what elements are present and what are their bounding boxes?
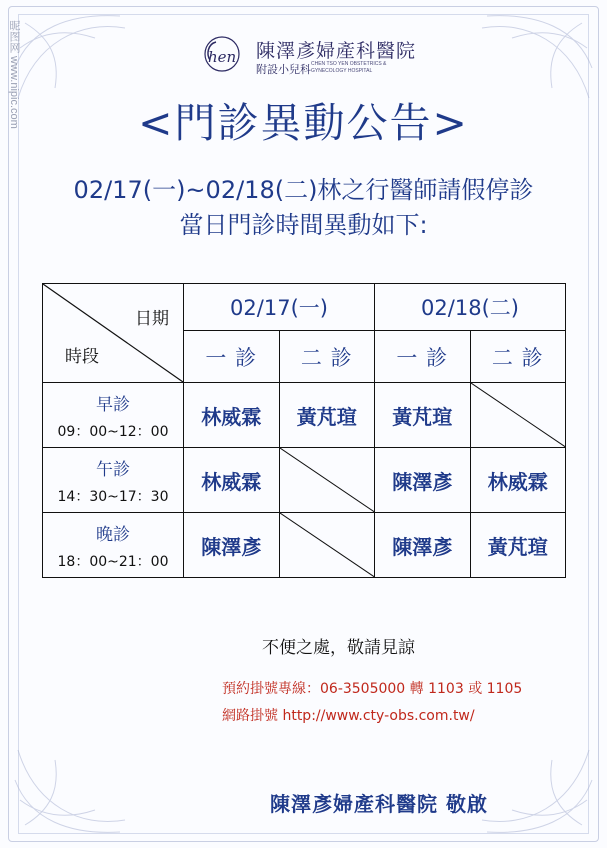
- watermark-text: 昵图网 www.nipic.com: [8, 20, 20, 129]
- slot-time: 18：00~21：00: [57, 553, 169, 570]
- slot-cell: [43, 383, 184, 448]
- empty-cell: [279, 513, 375, 578]
- svg-text:hen: hen: [208, 48, 237, 66]
- clinic-header: 一 診: [375, 331, 471, 383]
- date-header: 02/17(一): [184, 284, 375, 331]
- logo-subtitle: 附設小兒科: [256, 63, 311, 76]
- logo-english-name: CHEN TSO YEN OBSTETRICS & GYNECOLOGY HOSPITAL: [311, 61, 387, 74]
- notice-line-2: 當日門診時間異動如下:: [179, 211, 428, 239]
- web-booking-label: 網路掛號: [222, 708, 278, 724]
- slot-cell: [43, 513, 184, 578]
- table-row: [43, 448, 566, 513]
- empty-cell-diagonal: [280, 448, 375, 512]
- slot-name: 晚診: [96, 524, 130, 545]
- notice-line-1: 02/17(一)~02/18(二)林之行醫師請假停診: [73, 176, 534, 204]
- table-row: [43, 513, 566, 578]
- corner-date-label: 日期: [135, 309, 169, 329]
- web-booking-link[interactable]: http://www.cty-obs.com.tw/: [282, 708, 475, 724]
- doctor-cell: 黃芃瑄: [375, 383, 471, 448]
- empty-cell-diagonal: [471, 383, 566, 447]
- slot-cell: [43, 448, 184, 513]
- doctor-cell: 黃芃瑄: [470, 513, 566, 578]
- corner-slot-label: 時段: [65, 347, 99, 367]
- corner-ornament-bottom-left: [10, 720, 130, 840]
- clinic-header: 二 診: [470, 331, 566, 383]
- doctor-cell: 林威霖: [470, 448, 566, 513]
- slot-name: 早診: [96, 394, 130, 415]
- hospital-logo: [200, 32, 460, 80]
- slot-time: 09：00~12：00: [57, 423, 169, 440]
- corner-diagonal-line: [43, 284, 183, 382]
- table-row: [43, 383, 566, 448]
- page-title: <門診異動公告>: [138, 99, 469, 147]
- table-corner-cell: [43, 284, 184, 383]
- clinic-header: 二 診: [279, 331, 375, 383]
- doctor-cell: 陳澤彥: [375, 513, 471, 578]
- web-booking-line: [222, 705, 475, 725]
- signature: 陳澤彥婦產科醫院 敬啟: [270, 792, 488, 816]
- doctor-cell: 陳澤彥: [375, 448, 471, 513]
- empty-cell: [279, 448, 375, 513]
- phone-booking-line: 預約掛號專線：06-3505000 轉 1103 或 1105: [222, 681, 523, 697]
- logo-hospital-name: 陳澤彥婦產科醫院: [256, 40, 417, 62]
- doctor-cell: 林威霖: [184, 448, 280, 513]
- doctor-cell: 黃芃瑄: [279, 383, 375, 448]
- clinic-header: 一 診: [184, 331, 280, 383]
- logo-monogram-icon: [200, 32, 252, 76]
- apology-text: 不便之處，敬請見諒: [262, 638, 415, 658]
- date-header: 02/18(二): [375, 284, 566, 331]
- slot-time: 14：30~17：30: [57, 488, 169, 505]
- corner-ornament-bottom-right: [477, 720, 597, 840]
- empty-cell: [470, 383, 566, 448]
- doctor-cell: 林威霖: [184, 383, 280, 448]
- slot-name: 午診: [96, 459, 130, 480]
- schedule-table: [42, 283, 566, 578]
- empty-cell-diagonal: [280, 513, 375, 577]
- doctor-cell: 陳澤彥: [184, 513, 280, 578]
